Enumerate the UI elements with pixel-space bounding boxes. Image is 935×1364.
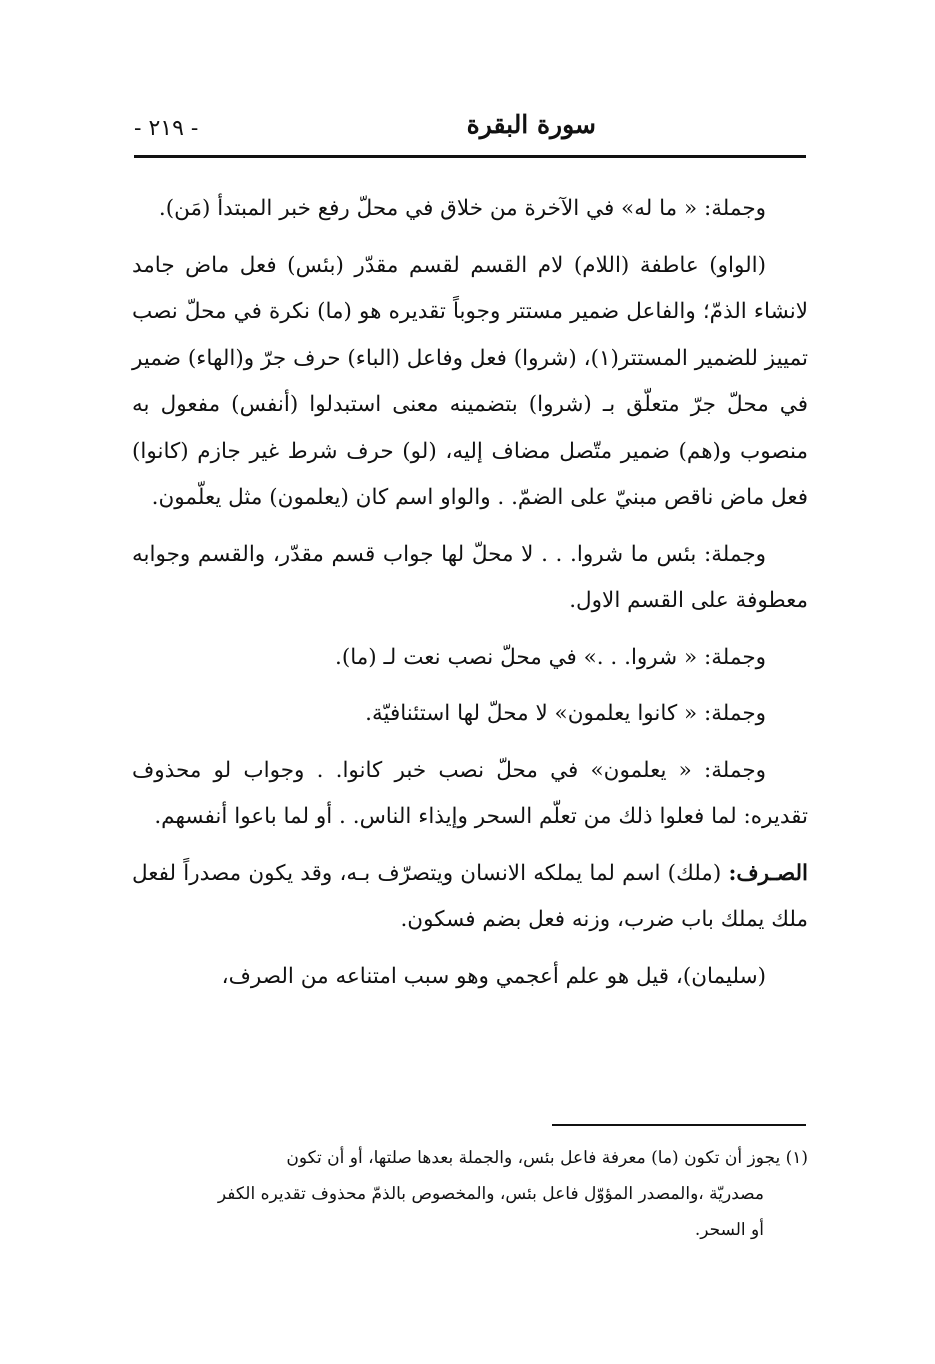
page-header xyxy=(134,110,806,154)
page-number: - ٢١٩ - xyxy=(134,116,199,141)
paragraph-sharaw: وجملة: « شروا. . .» في محلّ نصب نعت لـ (ما). xyxy=(335,644,766,670)
paragraph-yalamun: وجملة: « يعلمون» في محلّ نصب خبر كانوا. . وجواب لو محذوف تقديره: لما فعلوا ذلك من تعلّم السحر وإيذاء الناس. . أو لما باعوا أنفسهم. xyxy=(132,757,808,829)
paragraph-kanu-yalamun: وجملة: « كانوا يعلمون» لا محلّ لها استئنافيّة. xyxy=(365,701,766,726)
paragraph-waw-lam: (الواو) عاطفة (اللام) لام القسم لقسم مقدّر (بئس) فعل ماض جامد لانشاء الذمّ؛ والفاعل ضمير مستتر وجوباً تقديره هو (ما) نكرة في محلّ نصب تمييز للضمير المستتر(١)، (شروا) فعل وفاعل (الباء) حرف جرّ و(الهاء) ضمير في محلّ جرّ متعلّق بـ (شروا) بتضمينه معنى استبدلوا (أنفس) مفعول به منصوب و(هم) ضمير متّصل مضاف إليه، (لو) حرف شرط غير جازم (كانوا) فعل ماض ناقص مبنيّ على الضمّ. . والواو اسم كان (يعلمون) مثل يعلّمون. xyxy=(132,252,808,510)
footnote-line-2: مصدريّة ،والمصدر المؤوّل فاعل بئس، والمخصوص بالذمّ محذوف تقديره الكفر xyxy=(217,1184,764,1204)
footnote-line-3: أو السحر. xyxy=(694,1220,764,1240)
footnote-line-1: (١) يجوز أن تكون (ما) معرفة فاعل بئس، والجملة بعدها صلتها، أو أن تكون xyxy=(286,1148,808,1168)
sarf-heading: الصـرف: xyxy=(728,860,808,886)
main-text xyxy=(132,186,808,1010)
sarf-text: (ملك) اسم لما يملكه الانسان ويتصرّف بـه، وقد يكون مصدراً لفعل ملك يملك باب ضرب، وزنه فعل بضم فسكون. xyxy=(132,860,808,932)
paragraph-bisa-ma-sharaw: وجملة: بئس ما شروا. . . لا محلّ لها جواب قسم مقدّر، والقسم وجوابه معطوفة على القسم الاول. xyxy=(132,541,808,613)
footnote-divider xyxy=(552,1124,806,1126)
paragraph-sarf xyxy=(132,851,808,944)
surah-title: سورة البقرة xyxy=(466,110,596,139)
paragraph-sulayman: (سليمان)، قيل هو علم أعجمي وهو سبب امتناعه من الصرف، xyxy=(221,963,766,989)
footnote-block xyxy=(132,1140,808,1248)
paragraph-ma-lahu: وجملة: « ما له» في الآخرة من خلاق في محلّ رفع خبر المبتدأ (مَن). xyxy=(158,196,766,221)
header-divider xyxy=(134,155,806,158)
